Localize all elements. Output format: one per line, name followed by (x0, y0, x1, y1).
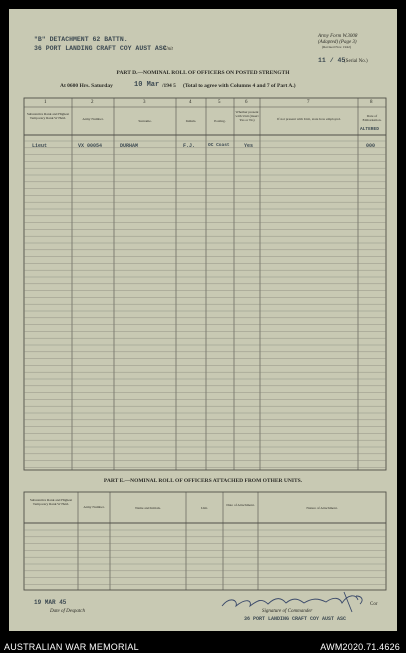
serial-label: (Serial No.) (344, 59, 368, 64)
entry-initials: F.J. (183, 143, 196, 149)
part-e-title: PART E.—NOMINAL ROLL OF OFFICERS ATTACHED FROM OTHER UNITS. (103, 478, 303, 484)
part-e-header-nature: Nature of Attachment. (306, 506, 338, 510)
col-num-1: 1 (44, 100, 47, 105)
altered-stamp: ALTERED (360, 127, 379, 132)
entry-present: Yes (244, 143, 254, 149)
part-e-header-date: Date of Attachment. (226, 503, 255, 507)
entry-posting: OC Coast (208, 143, 230, 148)
signature-label: Signature of Commander (262, 609, 313, 614)
entry-surname: DURHAM (120, 143, 139, 149)
part-e-header-name: Name and Initials. (135, 506, 161, 510)
despatch-date: 19 MAR 45 (34, 599, 67, 606)
form-revision: (Revised Nov. 1942) (322, 45, 352, 49)
col-num-8: 8 (370, 100, 373, 105)
part-e-header-unit: Unit. (200, 506, 209, 510)
part-d-date-year: /194 5 (162, 83, 176, 89)
col-header-present: Whether present with Unit (insert Yes or No) (235, 110, 259, 123)
unit-stamp: 36 PORT LANDING CRAFT COY AUST ASC (244, 616, 347, 622)
signature-suffix: Cor (370, 602, 378, 607)
entry-date: 000 (366, 143, 376, 149)
col-header-army-number: Army Number. (82, 117, 104, 121)
part-e-header-rank: Substantive Rank and Highest Temporary Rank W Held. (29, 498, 73, 507)
serial-number: 11 / 45 (318, 57, 346, 64)
col-header-surname: Surname. (138, 119, 152, 123)
entry-rank: Lieut (32, 143, 48, 149)
part-d-date-prefix: At 0600 Hrs. Saturday (60, 83, 113, 89)
col-num-3: 3 (143, 100, 146, 105)
col-num-7: 7 (307, 100, 310, 105)
caption-bar (0, 631, 406, 653)
col-header-embarkation: Date of Embarkation. (362, 114, 382, 123)
col-header-initials: Initials. (185, 119, 197, 123)
caption-accession: AWM2020.71.4626 (320, 642, 400, 652)
col-header-rank: Substantive Rank and Highest Temporary Rank W Held. (26, 112, 70, 121)
unit-label: Unit (164, 47, 173, 52)
entry-army-number: VX 00054 (78, 143, 103, 149)
part-e-header-army-number: Army Number. (83, 505, 105, 509)
despatch-label: Date of Despatch (50, 609, 85, 614)
col-header-employed: If not present with Unit, state how employed. (277, 117, 341, 121)
caption-source: AUSTRALIAN WAR MEMORIAL (4, 642, 139, 652)
form-title: Army Form W.3008 (318, 34, 358, 39)
col-num-4: 4 (189, 100, 192, 105)
unit-line-2: 36 PORT LANDING CRAFT COY AUST ASC (34, 45, 167, 52)
unit-line-1: "B" DETACHMENT 62 BATTN. (34, 36, 128, 43)
part-d-date-note: (Total to agree with Columns 4 and 7 of Part A.) (183, 83, 296, 89)
part-d-date-value: 10 Mar (134, 81, 160, 89)
col-num-5: 5 (218, 100, 221, 105)
col-num-6: 6 (245, 100, 248, 105)
col-num-2: 2 (91, 100, 94, 105)
part-d-title: PART D.—NOMINAL ROLL OF OFFICERS ON POSTED STRENGTH (116, 70, 290, 76)
form-subtitle: (Adapted) (Page 3) (318, 40, 357, 45)
col-header-posting: Posting. (214, 119, 226, 123)
